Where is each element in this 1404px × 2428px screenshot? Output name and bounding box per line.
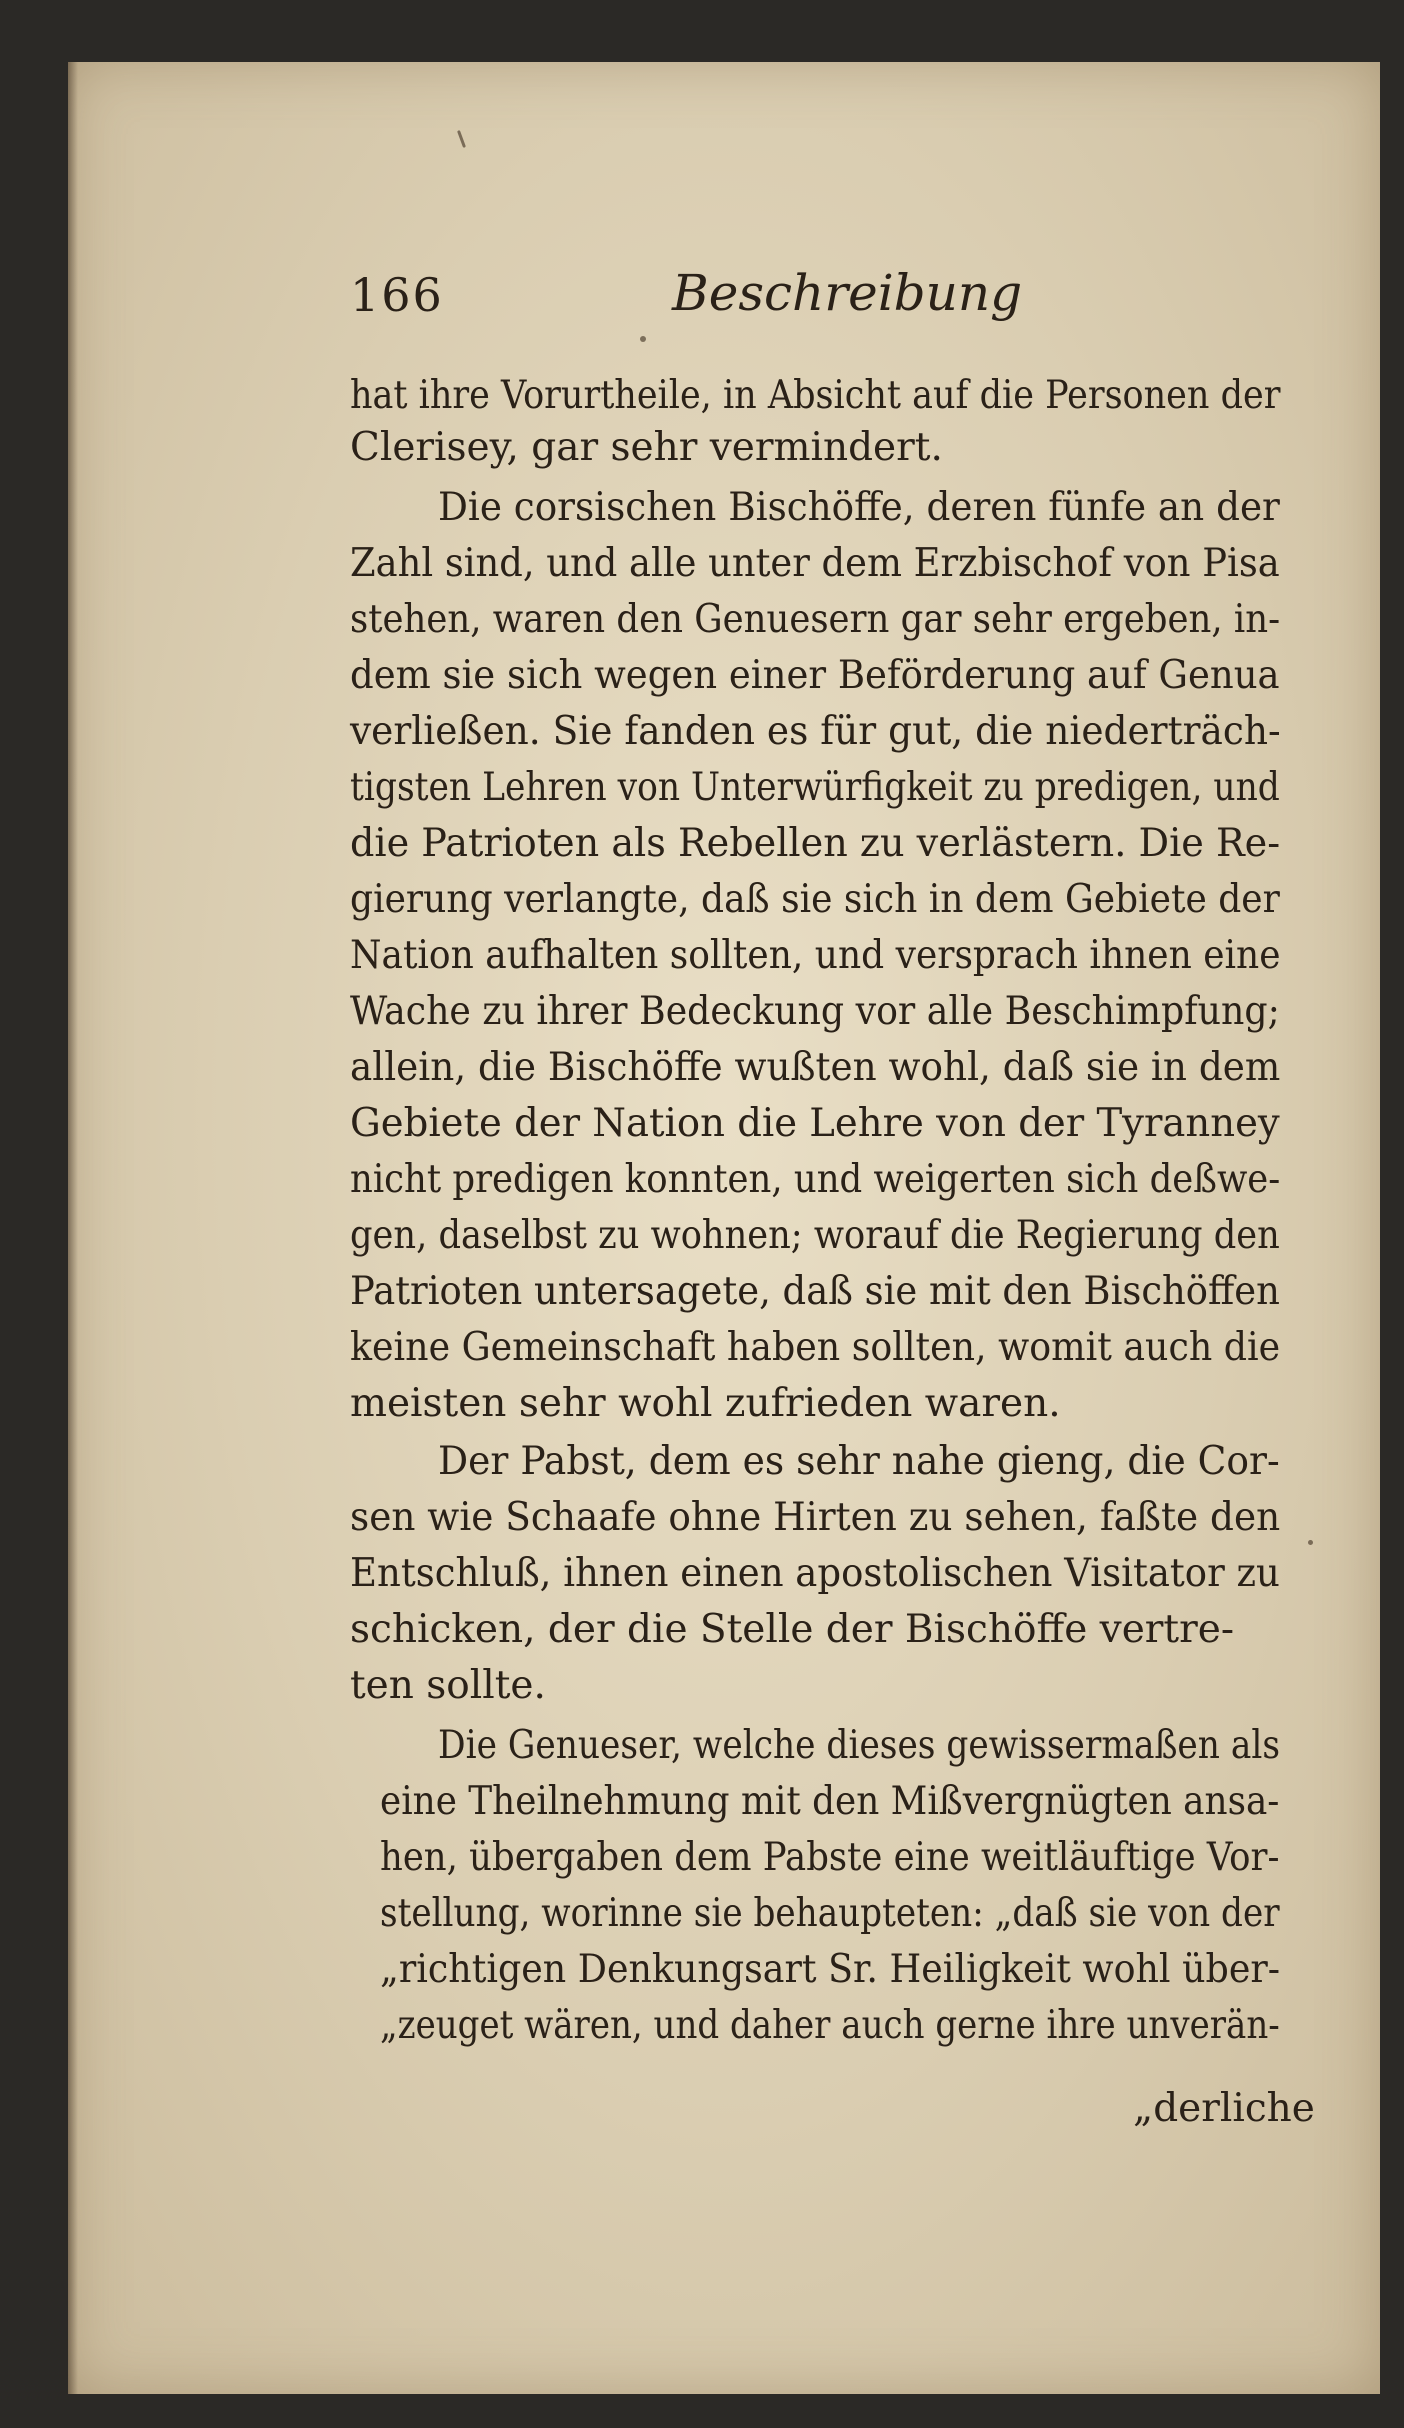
text-line: Zahl sind, und alle unter dem Erzbischof von Pisa xyxy=(350,541,1280,586)
ink-mark xyxy=(640,336,646,342)
text-line: gierung verlangte, daß sie sich in dem Gebiete der xyxy=(350,877,1280,922)
text-line: Der Pabst, dem es sehr nahe gieng, die Cor- xyxy=(438,1439,1280,1484)
text-line: gen, daselbst zu wohnen; worauf die Regierung den xyxy=(350,1213,1280,1258)
text-line: meisten sehr wohl zufrieden waren. xyxy=(350,1381,1061,1426)
text-line: allein, die Bischöffe wußten wohl, daß sie in dem xyxy=(350,1045,1281,1090)
text-line: stellung, worinne sie behaupteten: „daß sie von der xyxy=(380,1891,1280,1936)
text-line: dem sie sich wegen einer Beförderung auf Genua xyxy=(350,653,1280,698)
text-line: „richtigen Denkungsart Sr. Heiligkeit wohl über- xyxy=(380,1947,1281,1992)
text-line: stehen, waren den Genuesern gar sehr ergeben, in- xyxy=(350,597,1281,642)
text-line: tigsten Lehren von Unterwürfigkeit zu predigen, und xyxy=(350,765,1280,810)
text-line: „zeuget wären, und daher auch gerne ihre unverän- xyxy=(380,2003,1280,2048)
text-line: Nation aufhalten sollten, und versprach ihnen eine xyxy=(350,933,1281,978)
text-line: sen wie Schaafe ohne Hirten zu sehen, faßte den xyxy=(350,1495,1281,1540)
text-line: ten sollte. xyxy=(350,1663,546,1708)
page-header xyxy=(280,264,1023,338)
text-line: Die Genueser, welche dieses gewissermaßen als xyxy=(438,1723,1281,1768)
text-line: nicht predigen konnten, und weigerten sich deßwe- xyxy=(350,1157,1281,1202)
text-line: Clerisey, gar sehr vermindert. xyxy=(350,425,943,470)
text-line: hat ihre Vorurtheile, in Absicht auf die Personen der xyxy=(350,373,1281,418)
page-edge-shadow xyxy=(68,62,78,2394)
text-line: Die corsischen Bischöffe, deren fünfe an der xyxy=(438,485,1280,530)
text-line: Patrioten untersagete, daß sie mit den Bischöffen xyxy=(350,1269,1280,1314)
text-line: hen, übergaben dem Pabste eine weitläuftige Vor- xyxy=(380,1835,1280,1880)
text-line: verließen. Sie fanden es für gut, die niederträch- xyxy=(350,709,1281,754)
running-head: Beschreibung xyxy=(672,264,1023,322)
text-line: Wache zu ihrer Bedeckung vor alle Beschimpfung; xyxy=(350,989,1280,1034)
text-line: Entschluß, ihnen einen apostolischen Visitator zu xyxy=(350,1551,1280,1596)
text-line: die Patrioten als Rebellen zu verlästern. Die Re- xyxy=(350,821,1281,866)
text-line: keine Gemeinschaft haben sollten, womit auch die xyxy=(350,1325,1281,1370)
ink-mark xyxy=(1308,1540,1313,1545)
text-line: eine Theilnehmung mit den Mißvergnügten ansa- xyxy=(380,1779,1280,1824)
catchword: „derliche xyxy=(1133,2086,1315,2131)
text-line: schicken, der die Stelle der Bischöffe vertre- xyxy=(350,1607,1234,1652)
text-line: Gebiete der Nation die Lehre von der Tyranney xyxy=(350,1101,1280,1146)
page-number: 166 xyxy=(350,268,444,322)
